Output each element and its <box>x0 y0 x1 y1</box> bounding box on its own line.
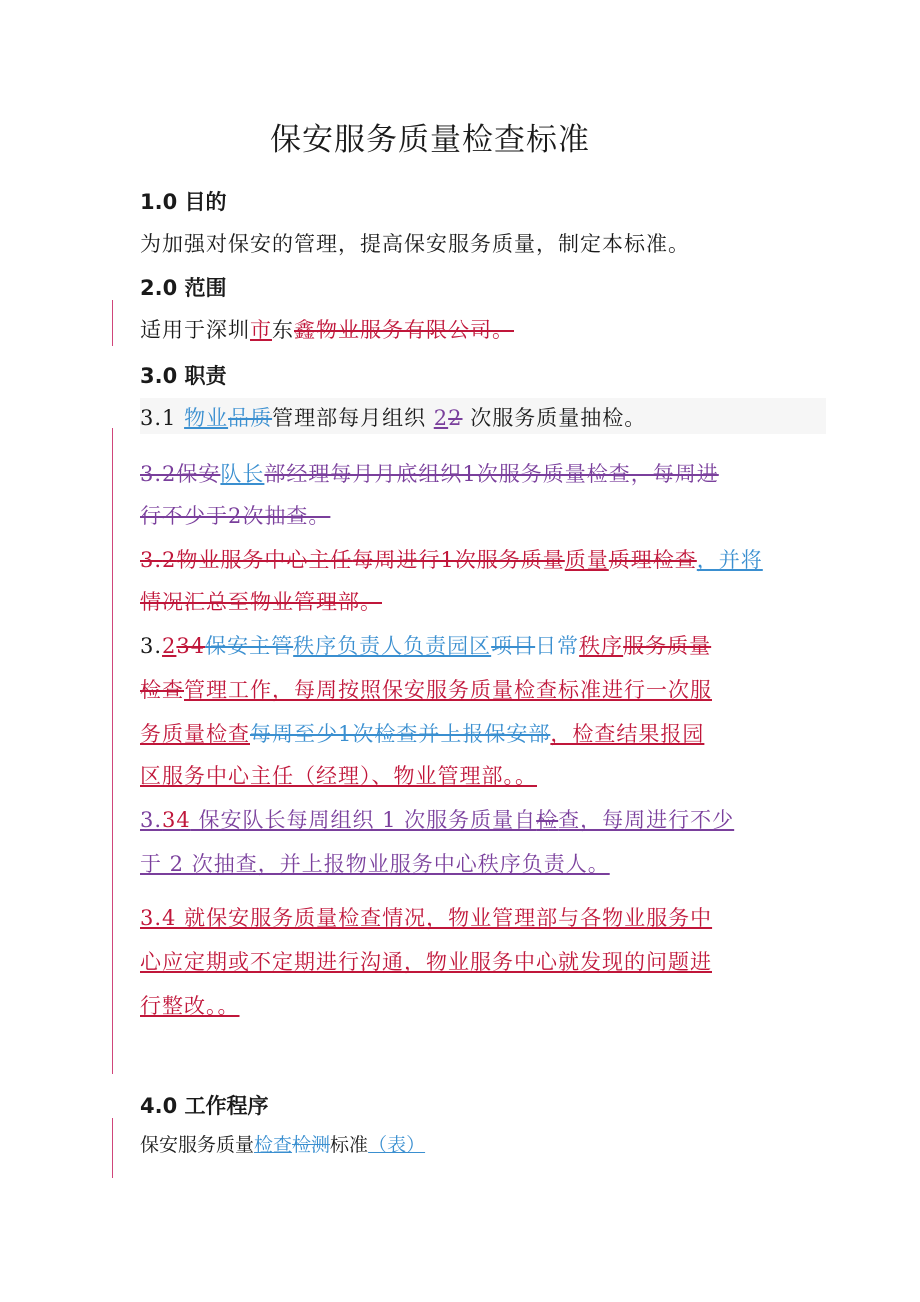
duty-3-1-deleted: 品质 <box>228 406 273 430</box>
section-heading-purpose: 1.0 目的 <box>140 190 227 214</box>
duty-3-2b-line1 <box>140 544 763 574</box>
procedure-table-link[interactable]: （表） <box>368 1134 426 1156</box>
duty-3-1-count-insert: 2 <box>433 406 449 430</box>
duty-3-2a-line2: 行不少于2次抽查。 <box>140 504 331 528</box>
procedure-deleted: 检测 <box>292 1134 331 1156</box>
duty-3-2b-d: 每周进行1次服务质量 <box>352 548 565 572</box>
duty-3-1-tail: 次服务质量抽检。 <box>462 406 647 430</box>
section-heading-duties: 3.0 职责 <box>140 364 227 388</box>
duty-3-3-l2a: 检查 <box>140 678 184 702</box>
duty-3-4a-line2: 于 2 次抽查，并上报物业服务中心秩序负责人。 <box>140 852 610 876</box>
duty-3-3-l3b: 每周至少1次检查并上报保安部 <box>250 722 551 746</box>
duty-3-3-f: 项目 <box>491 634 536 658</box>
change-bar-procedure <box>112 1118 113 1178</box>
duty-3-2b-a: 3. <box>140 548 163 572</box>
change-bar-duties <box>112 428 113 1074</box>
duty-3-3-c: 34 <box>176 634 206 658</box>
duty-3-4b-line3: 行整改。。 <box>140 994 240 1018</box>
duty-3-2b-line2: 情况汇总至物业管理部。 <box>140 590 382 614</box>
duty-3-4a-d: 检 <box>536 808 559 832</box>
scope-text-a: 适用于深圳 <box>140 318 250 342</box>
duty-3-3-e: 秩序负责人负责园区 <box>293 634 492 658</box>
duty-3-2a-c: 部经理每月月底组织1次服务质量检查，每周进 <box>264 462 719 486</box>
duty-3-3-line4: 区服务中心主任（经理）、物业管理部。。 <box>140 764 537 788</box>
duty-3-3-h: 秩序 <box>579 634 624 658</box>
section-heading-procedure: 4.0 工作程序 <box>140 1094 269 1118</box>
duty-3-4a-e: 查，每周进行不少 <box>558 808 735 832</box>
procedure-d: 标准 <box>330 1134 369 1156</box>
duty-3-3-line3 <box>140 718 704 748</box>
duty-3-4a-line1 <box>140 804 734 834</box>
duty-3-1-count-deleted: 2 <box>448 406 463 430</box>
scope-deleted-company: 鑫物业服务有限公司。 <box>294 318 514 342</box>
scope-insert-city: 市 <box>250 318 272 342</box>
duty-3-1 <box>140 402 646 432</box>
duty-3-2b-e: 质量 <box>564 548 609 572</box>
duty-3-1-insert: 物业 <box>184 406 229 430</box>
duty-3-3-l2b: 管理工作，每周按照保安服务质量检查标准进行一次服 <box>184 678 712 702</box>
duty-3-3-b: 2 <box>162 634 177 658</box>
duty-3-2b-b: 2 <box>162 548 177 572</box>
duty-3-4b-line2: 心应定期或不定期进行沟通，物业服务中心就发现的问题进 <box>140 950 712 974</box>
document-title: 保安服务质量检查标准 <box>270 122 590 158</box>
purpose-text: 为加强对保安的管理，提高保安服务质量，制定本标准。 <box>140 232 690 256</box>
duty-3-2a-line1 <box>140 458 719 488</box>
duty-3-4a-b: 34 <box>162 808 191 832</box>
scope-text-c: 东 <box>272 318 294 342</box>
duty-3-4a-a: 3. <box>140 808 163 832</box>
duty-3-3-a: 3. <box>140 634 163 658</box>
duty-3-2b-c: 物业服务中心主任 <box>176 548 353 572</box>
duty-3-2a-insert: 队长 <box>220 462 265 486</box>
change-bar-scope <box>112 300 113 346</box>
duty-3-3-line2 <box>140 674 712 704</box>
duty-3-2b-f: 质理检查 <box>608 548 697 572</box>
duty-3-2a-a: 3.2保安 <box>140 462 221 486</box>
duty-3-3-l3a: 务质量检查 <box>140 722 250 746</box>
duty-3-3-l3c: ，检查结果报园 <box>550 722 705 746</box>
duty-3-3-i: 服务质量 <box>623 634 712 658</box>
duty-3-3-d: 保安主管 <box>205 634 294 658</box>
duty-3-4a-c: 保安队长每周组织 1 次服务质量自 <box>190 808 537 832</box>
scope-text <box>140 314 514 344</box>
duty-3-1-text: 管理部每月组织 <box>272 406 434 430</box>
procedure-a: 保安服务质量 <box>140 1134 255 1156</box>
procedure-insert: 检查 <box>254 1134 293 1156</box>
duty-3-1-num: 3.1 <box>140 406 185 430</box>
duty-3-2b-g: ，并将 <box>696 548 763 572</box>
procedure-text <box>140 1130 425 1157</box>
duty-3-4b-line1: 3.4 就保安服务质量检查情况，物业管理部与各物业服务中 <box>140 906 713 930</box>
duty-3-3-g: 日常 <box>535 634 580 658</box>
duty-3-3-line1 <box>140 630 711 660</box>
section-heading-scope: 2.0 范围 <box>140 276 227 300</box>
